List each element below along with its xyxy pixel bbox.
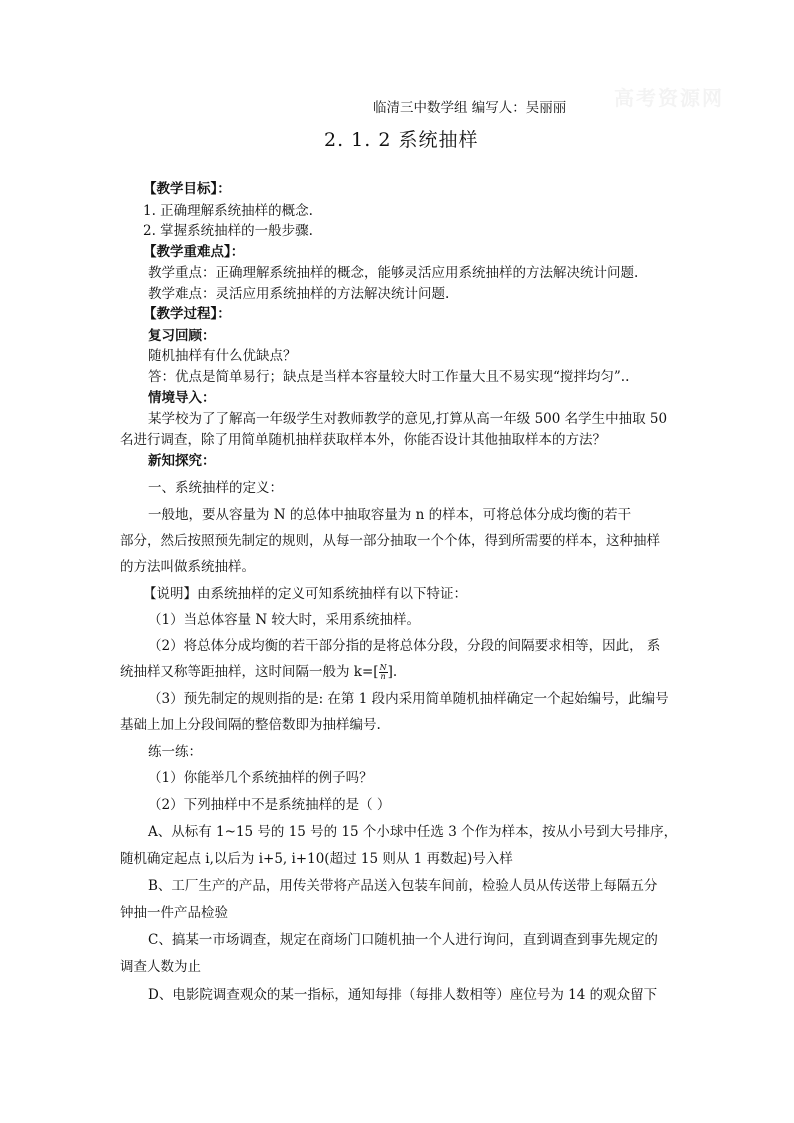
practice-question-2: （2）下列抽样中不是系统抽样的是（ ） <box>148 797 391 813</box>
fraction-n-over-n <box>379 664 388 681</box>
option-d-line: D、电影院调查观众的某一指标，通知每排（每排人数相等）座位号为 14 的观众留下 <box>148 987 658 1003</box>
intro-paragraph-line: 某学校为了了解高一年级学生对教师教学的意见,打算从高一年级 500 名学生中抽取 50 <box>148 411 668 427</box>
note-intro: 【说明】由系统抽样的定义可知系统抽样有以下特证： <box>143 586 467 602</box>
practice-heading: 练一练： <box>148 744 202 760</box>
option-b-line: B、工厂生产的产品，用传关带将产品送入包装车间前，检验人员从传送带上每隔五分 <box>148 878 658 894</box>
definition-line: 的方法叫做系统抽样。 <box>120 559 255 575</box>
key-difficulty: 教学难点：灵活应用系统抽样的方法解决统计问题. <box>148 286 450 302</box>
fraction-numerator: N <box>379 663 387 672</box>
goals-heading: 【教学目标】： <box>143 181 231 197</box>
note-point-3-line: （3）预先制定的规则指的是: 在第 1 段内采用简单随机抽样确定一个起始编号，此编号 <box>148 691 669 707</box>
option-b-line: 钟抽一件产品检验 <box>120 905 228 921</box>
note-point-2-line <box>120 663 397 681</box>
key-focus: 教学重点：正确理解系统抽样的概念，能够灵活应用系统抽样的方法解决统计问题. <box>148 265 639 281</box>
review-question: 随机抽样有什么优缺点？ <box>148 348 297 364</box>
goal-item: 1. 正确理解系统抽样的概念. <box>143 203 313 219</box>
note-point-3-line: 基础上加上分段间隔的整倍数即为抽样编号. <box>120 717 381 733</box>
key-points-heading: 【教学重难点】： <box>143 244 245 260</box>
definition-line: 部分，然后按照预先制定的规则，从每一部分抽取一个个体，得到所需要的样本，这种抽样 <box>120 533 660 549</box>
note-point-1: （1）当总体容量 N 较大时，采用系统抽样。 <box>148 612 420 628</box>
note-point-2-text-end: ]. <box>387 664 398 680</box>
fraction-denominator: n <box>380 672 386 681</box>
review-answer: 答：优点是简单易行；缺点是当样本容量较大时工作量大且不易实现“搅拌均匀”.. <box>148 369 630 385</box>
author-line: 临清三中数学组 编写人：吴丽丽 <box>373 100 567 116</box>
option-c-line: 调查人数为止 <box>120 959 201 975</box>
process-heading: 【教学过程】： <box>143 306 231 322</box>
review-heading: 复习回顾： <box>148 328 216 344</box>
explore-heading: 新知探究： <box>148 453 216 469</box>
watermark: 高考资源网 <box>614 86 724 110</box>
option-c-line: C、搞某一市场调查，规定在商场门口随机抽一个人进行询问，直到调查到事先规定的 <box>148 932 658 948</box>
intro-paragraph-line: 名进行调查，除了用简单随机抽样获取样本外，你能否设计其他抽取样本的方法？ <box>120 432 606 448</box>
page-title: 2. 1. 2 系统抽样 <box>324 129 479 151</box>
note-point-2-line: （2）将总体分成均衡的若干部分指的是将总体分段，分段的间隔要求相等，因此， 系 <box>148 638 661 654</box>
goal-item: 2. 掌握系统抽样的一般步骤. <box>143 223 313 239</box>
definition-heading: 一、系统抽样的定义： <box>148 480 283 496</box>
option-a-line: 随机确定起点 i,以后为 i+5, i+10(超过 15 则从 1 再数起)号入样 <box>120 851 513 867</box>
definition-line: 一般地，要从容量为 N 的总体中抽取容量为 n 的样本，可将总体分成均衡的若干 <box>148 507 632 523</box>
option-a-line: A、从标有 1~15 号的 15 号的 15 个小球中任选 3 个作为样本，按从小号到大号排序， <box>148 824 678 840</box>
note-point-2-text: 统抽样又称等距抽样，这时间隔一般为 k=[ <box>120 664 379 680</box>
intro-heading: 情境导入： <box>148 390 216 406</box>
practice-question-1: （1）你能举几个系统抽样的例子吗？ <box>148 770 373 786</box>
